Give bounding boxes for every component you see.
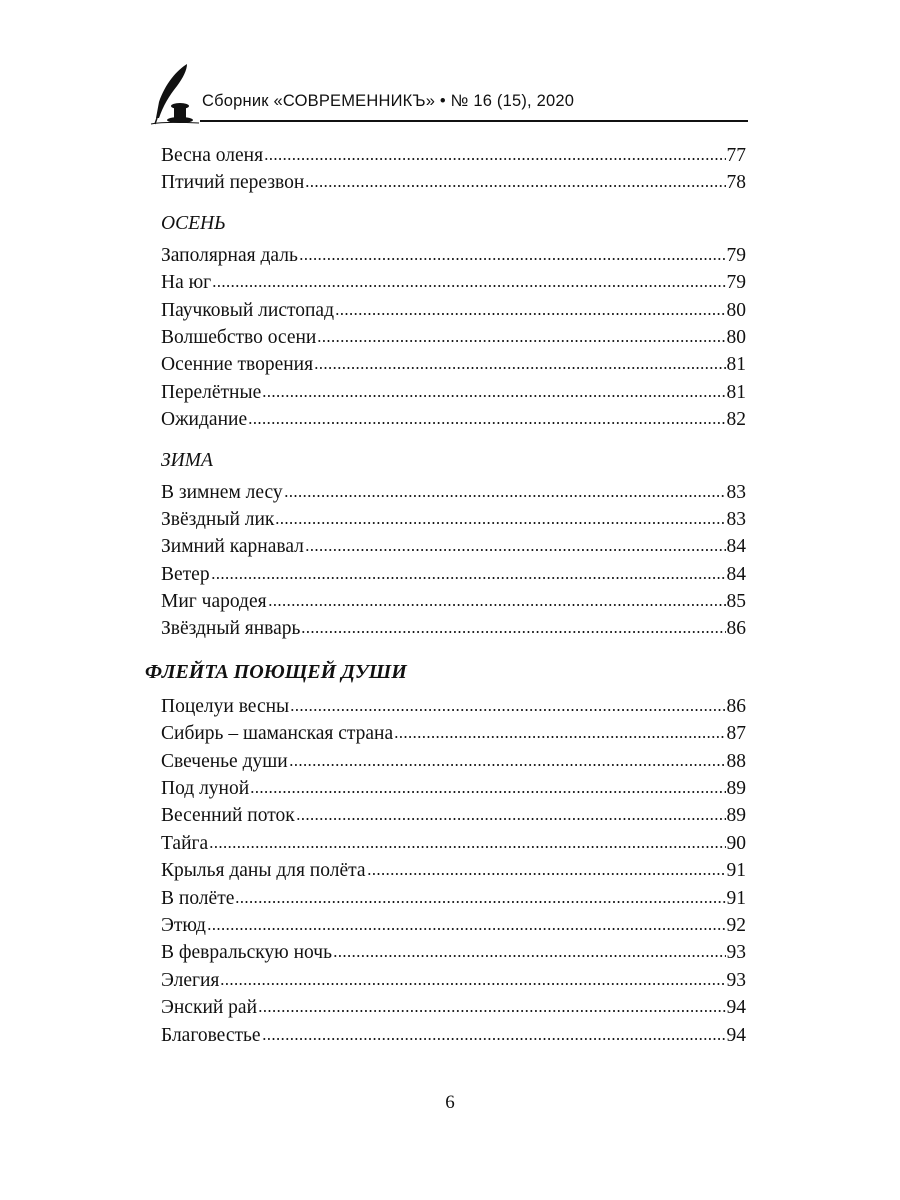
entry-page: 88 [726,750,746,772]
toc-entry [161,748,746,775]
entry-title: Тайга [161,832,209,854]
toc-entry [161,802,746,829]
header-rule [200,120,748,122]
subsection-heading: ОСЕНЬ [161,212,226,234]
toc-entry [161,379,746,406]
toc-entry [161,242,746,269]
section-heading: ФЛЕЙТА ПОЮЩЕЙ ДУШИ [145,660,407,683]
toc-entry [161,406,746,433]
dot-leader [264,157,725,161]
entry-page: 80 [726,326,746,348]
toc-entry [161,533,746,560]
entry-page: 91 [726,860,746,882]
entry-page: 85 [726,591,746,613]
entry-title: Этюд [161,914,206,936]
entry-page: 81 [726,381,746,403]
entry-page: 77 [726,145,746,166]
entry-title: Под луной [161,778,250,800]
entry-page: 86 [726,618,746,640]
entry-title: Звёздный январь [161,618,301,640]
entry-page: 91 [726,887,746,909]
entry-page: 87 [726,723,746,745]
entry-page: 90 [726,832,746,854]
dot-leader [262,394,725,398]
page-number: 6 [445,1092,455,1113]
entry-title: Сибирь – шаманская страна [161,723,394,745]
dot-leader [305,548,726,552]
dot-leader [262,1037,726,1041]
entry-page: 93 [726,942,746,964]
dot-leader [317,339,725,343]
entry-title: Паучковый листопад [161,299,335,321]
entry-title: Волшебство осени [161,326,317,348]
entry-page: 81 [726,354,746,376]
toc-entry [161,857,746,884]
dot-leader [367,872,726,876]
dot-leader [235,900,725,904]
header-title: Сборник «СОВРЕМЕННИКЪ» • № 16 (15), 2020 [202,92,575,110]
entry-title: На юг [161,272,212,294]
toc-entry [161,939,746,966]
running-header [145,62,750,126]
toc-entry [161,561,746,588]
toc-entry [161,830,746,857]
toc-entry [161,269,746,296]
dot-leader [250,790,725,794]
dot-leader [248,421,725,425]
entry-page: 79 [726,244,746,266]
dot-leader [268,603,726,607]
dot-leader [212,284,725,288]
entry-title: В февральскую ночь [161,942,333,964]
toc-entry [161,1022,746,1049]
toc-entry [161,588,746,615]
dot-leader [211,576,726,580]
dot-leader [299,257,726,261]
dot-leader [301,630,725,634]
toc-entry [161,967,746,994]
entry-page: 79 [726,272,746,294]
toc-entry [161,775,746,802]
dot-leader [289,763,726,767]
entry-title: Энский рай [161,997,258,1019]
entry-title: Весна оленя [161,145,264,166]
entry-title: Заполярная даль [161,244,298,266]
entry-title: Весенний поток [161,805,295,827]
entry-page: 94 [726,1024,746,1046]
dot-leader [296,817,726,821]
dot-leader [314,366,725,370]
toc-entry [161,885,746,912]
entry-page: 83 [726,508,746,530]
entry-title: В полёте [161,887,235,909]
entry-page: 83 [726,481,746,503]
entry-title: Свеченье души [161,750,288,772]
quill-inkwell-icon [147,62,199,126]
entry-title: Поцелуи весны [161,695,290,717]
entry-title: Благовестье [161,1024,261,1046]
dot-leader [207,927,726,931]
entry-title: Крылья даны для полёта [161,860,366,882]
entry-page: 93 [726,969,746,991]
entry-title: Зимний карнавал [161,536,304,558]
entry-title: Ветер [161,563,210,585]
entry-page: 84 [726,536,746,558]
dot-leader [333,954,725,958]
table-of-contents [145,142,746,1049]
entry-title: Перелётные [161,381,262,403]
entry-title: Звёздный лик [161,508,275,530]
toc-entry [161,351,746,378]
entry-page: 82 [726,409,746,431]
toc-entry [161,693,746,720]
entry-title: Птичий перезвон [161,172,305,194]
toc-entry [161,720,746,747]
dot-leader [209,845,725,849]
entry-page: 89 [726,805,746,827]
entry-title: Элегия [161,969,220,991]
toc-entry [161,324,746,351]
dot-leader [335,312,725,316]
dot-leader [290,708,725,712]
dot-leader [275,521,725,525]
entry-page: 78 [726,172,746,194]
toc-entry [161,615,746,642]
entry-page: 89 [726,778,746,800]
dot-leader [220,982,725,986]
entry-page: 84 [726,563,746,585]
subsection-heading: ЗИМА [161,449,213,471]
toc-entry [161,297,746,324]
entry-title: Миг чародея [161,591,267,613]
entry-title: Осенние творения [161,354,314,376]
toc-entry [161,479,746,506]
toc-entry [161,506,746,533]
dot-leader [394,735,725,739]
toc-entry [161,142,746,169]
entry-title: В зимнем лесу [161,481,283,503]
entry-page: 94 [726,997,746,1019]
entry-page: 86 [726,695,746,717]
entry-page: 92 [726,914,746,936]
dot-leader [258,1009,725,1013]
dot-leader [305,184,725,188]
toc-entry [161,994,746,1021]
entry-title: Ожидание [161,409,248,431]
entry-page: 80 [726,299,746,321]
toc-entry [161,169,746,196]
toc-entry [161,912,746,939]
dot-leader [284,494,726,498]
